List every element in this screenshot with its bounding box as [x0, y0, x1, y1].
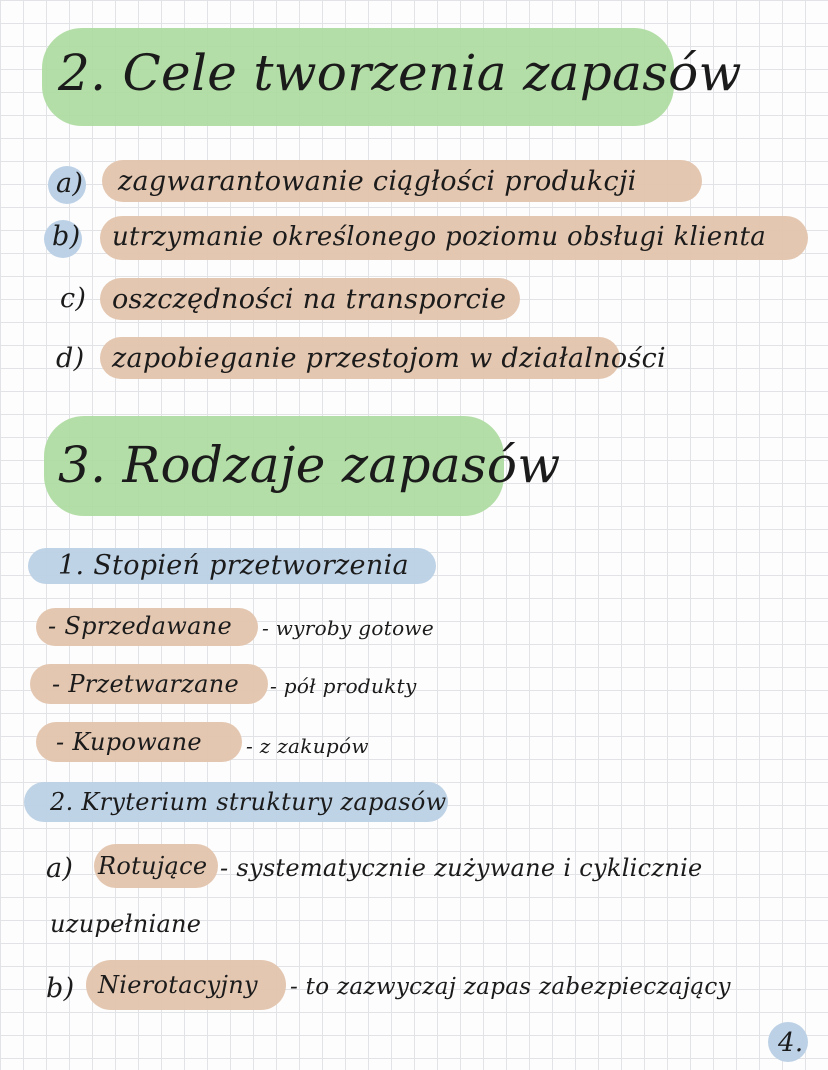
page-number: 4.: [778, 1028, 804, 1058]
criterion-2-title: 2. Kryterium struktury zapasów: [50, 788, 447, 816]
item-marker: c): [60, 283, 87, 314]
term-label: - Sprzedawane: [48, 612, 232, 640]
term-label: - Przetwarzane: [52, 670, 239, 698]
term-description: - z zakupów: [246, 734, 369, 758]
item-marker: a): [46, 853, 74, 884]
term-label: Rotujące: [98, 852, 208, 880]
goal-item-b: utrzymanie określonego poziomu obsługi klienta: [112, 222, 767, 252]
section-2-heading: 2. Cele tworzenia zapasów: [58, 44, 742, 102]
item-marker: b): [46, 973, 75, 1004]
goal-item-c: oszczędności na transporcie: [112, 284, 507, 315]
term-description: - to zazwyczaj zapas zabezpieczający: [290, 974, 731, 1000]
section-3-heading: 3. Rodzaje zapasów: [58, 436, 561, 494]
criterion-1-title: 1. Stopień przetworzenia: [58, 550, 409, 581]
term-description: - systematycznie zużywane i cyklicznie: [220, 854, 703, 882]
term-description: - pół produkty: [270, 674, 417, 698]
item-marker: d): [56, 343, 85, 374]
goal-item-a: zagwarantowanie ciągłości produkcji: [118, 166, 637, 197]
term-label: - Kupowane: [56, 728, 202, 756]
item-marker: b): [52, 221, 81, 252]
item-marker: a): [56, 168, 84, 199]
term-description: - wyroby gotowe: [262, 616, 434, 640]
goal-item-d: zapobieganie przestojom w działalności: [112, 343, 666, 374]
term-label: Nierotacyjny: [98, 971, 258, 999]
term-description-continued: uzupełniane: [50, 910, 202, 938]
